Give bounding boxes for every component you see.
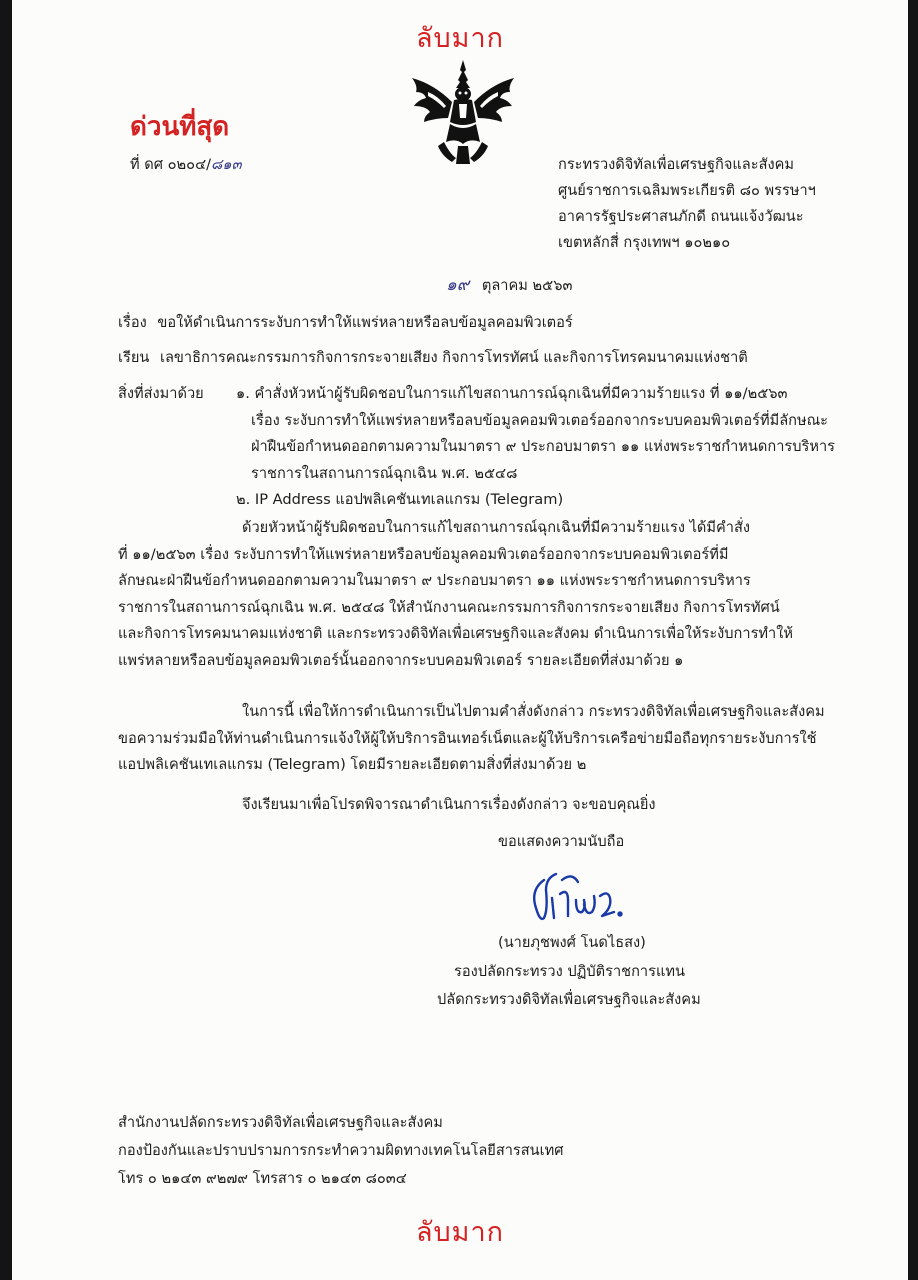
recipient-label: เรียน — [118, 349, 150, 366]
subject-text: ขอให้ดำเนินการระงับการทำให้แพร่หลายหรือลบข้อมูลคอมพิวเตอร์ — [157, 314, 573, 331]
paragraph-line: แอปพลิเคชันเทเลแกรม (Telegram) โดยมีรายละเอียดตามสิ่งที่ส่งมาด้วย ๒ — [118, 756, 587, 773]
attachment-line: ราชการในสถานการณ์ฉุกเฉิน พ.ศ. ๒๕๔๘ — [251, 464, 518, 482]
garuda-emblem — [404, 58, 522, 166]
date-month-year: ตุลาคม ๒๕๖๓ — [481, 277, 573, 294]
footer-phone: โทร ๐ ๒๑๔๓ ๙๒๗๙ โทรสาร ๐ ๒๑๔๓ ๘๐๓๔ — [118, 1170, 407, 1187]
paragraph-1 — [118, 518, 838, 677]
paragraph-line: ลักษณะฝ่าฝืนข้อกำหนดออกตามความในมาตรา ๙ ประกอบมาตรา ๑๑ แห่งพระราชกำหนดการบริหาร — [118, 572, 751, 589]
footer-division: กองป้องกันและปราบปรามการกระทำความผิดทางเทคโนโลยีสารสนเทศ — [118, 1142, 564, 1159]
subject-label: เรื่อง — [118, 314, 147, 331]
paragraph-line: ด้วยหัวหน้าผู้รับผิดชอบในการแก้ไขสถานการณ์ฉุกเฉินที่มีความร้ายแรง ได้มีคำสั่ง — [242, 519, 751, 536]
attachment-line: ๑. คำสั่งหัวหน้าผู้รับผิดชอบในการแก้ไขสถานการณ์ฉุกเฉินที่มีความร้ายแรง ที่ ๑๑/๒๕๖๓ — [236, 385, 788, 402]
attachment-line: ฝ่าฝืนข้อกำหนดออกตามความในมาตรา ๙ ประกอบมาตรา ๑๑ แห่งพระราชกำหนดการบริหาร — [251, 438, 835, 455]
signatory-position-2: ปลัดกระทรวงดิจิทัลเพื่อเศรษฐกิจและสังคม — [437, 991, 701, 1008]
paragraph-line: และกิจการโทรคมนาคมแห่งชาติ และกระทรวงดิจิทัลเพื่อเศรษฐกิจและสังคม ดำเนินการเพื่อให้ระงับการทำให้ — [118, 625, 793, 642]
ministry-address — [558, 155, 816, 259]
address-line: กระทรวงดิจิทัลเพื่อเศรษฐกิจและสังคม — [558, 156, 795, 173]
document-number — [130, 155, 242, 175]
recipient-text: เลขาธิการคณะกรรมการกิจการกระจายเสียง กิจการโทรทัศน์ และกิจการโทรคมนาคมแห่งชาติ — [160, 349, 748, 366]
paragraph-line: ในการนี้ เพื่อให้การดำเนินการเป็นไปตามคำสั่งดังกล่าว กระทรวงดิจิทัลเพื่อเศรษฐกิจและสังคม — [242, 703, 825, 720]
closing-request: จึงเรียนมาเพื่อโปรดพิจารณาดำเนินการเรื่องดังกล่าว จะขอบคุณยิ่ง — [242, 796, 656, 813]
address-line: อาคารรัฐประศาสนภักดี ถนนแจ้งวัฒนะ — [558, 208, 804, 225]
paragraph-line: ที่ ๑๑/๒๕๖๓ เรื่อง ระงับการทำให้แพร่หลายหรือลบข้อมูลคอมพิวเตอร์ออกจากระบบคอมพิวเตอร์ที่มี — [118, 545, 729, 563]
date-day-handwritten: ๑๙ — [446, 275, 470, 295]
signatory-position-1: รองปลัดกระทรวง ปฏิบัติราชการแทน — [454, 963, 685, 980]
paragraph-2 — [118, 702, 838, 782]
attachment-item-1 — [236, 384, 835, 517]
footer-office: สำนักงานปลัดกระทรวงดิจิทัลเพื่อเศรษฐกิจและสังคม — [118, 1114, 443, 1131]
address-line: ศูนย์ราชการเฉลิมพระเกียรติ ๘๐ พรรษาฯ — [558, 182, 816, 199]
classification-bottom: ลับมาก — [416, 1217, 504, 1248]
document-number-prefix: ที่ ดศ ๐๒๐๔/ — [130, 156, 212, 173]
address-line: เขตหลักสี่ กรุงเทพฯ ๑๐๒๑๐ — [558, 234, 731, 251]
classification-top: ลับมาก — [416, 23, 504, 54]
closing-salutation: ขอแสดงความนับถือ — [498, 833, 625, 850]
document-number-handwritten: ๘๑๓ — [211, 156, 242, 173]
signatory-name: (นายภุชพงศ์ โนดไธสง) — [498, 934, 646, 951]
urgency-label: ด่วนที่สุด — [130, 112, 230, 142]
attachments-label: สิ่งที่ส่งมาด้วย — [118, 385, 204, 402]
subject-line — [118, 313, 573, 333]
letter-date — [446, 275, 572, 296]
paragraph-line: แพร่หลายหรือลบข้อมูลคอมพิวเตอร์นั้นออกจากระบบคอมพิวเตอร์ รายละเอียดที่ส่งมาด้วย ๑ — [118, 651, 684, 669]
attachment-line: เรื่อง ระงับการทำให้แพร่หลายหรือลบข้อมูลคอมพิวเตอร์ออกจากระบบคอมพิวเตอร์ที่มีลักษณะ — [251, 411, 828, 429]
paragraph-line: ขอความร่วมมือให้ท่านดำเนินการแจ้งให้ผู้ให้บริการอินเทอร์เน็ตและผู้ให้บริการเครือข่ายมือถือทุกรายระงับการใช้ — [118, 729, 817, 747]
recipient-line — [118, 348, 748, 368]
handwritten-signature — [522, 860, 632, 930]
attachment-item-2: ๒. IP Address แอปพลิเคชันเทเลแกรม (Telegram) — [236, 491, 564, 508]
letter-page — [12, 0, 908, 1280]
paragraph-line: ราชการในสถานการณ์ฉุกเฉิน พ.ศ. ๒๕๔๘ ให้สำนักงานคณะกรรมการกิจการกระจายเสียง กิจการโทรทัศน์ — [118, 598, 780, 616]
